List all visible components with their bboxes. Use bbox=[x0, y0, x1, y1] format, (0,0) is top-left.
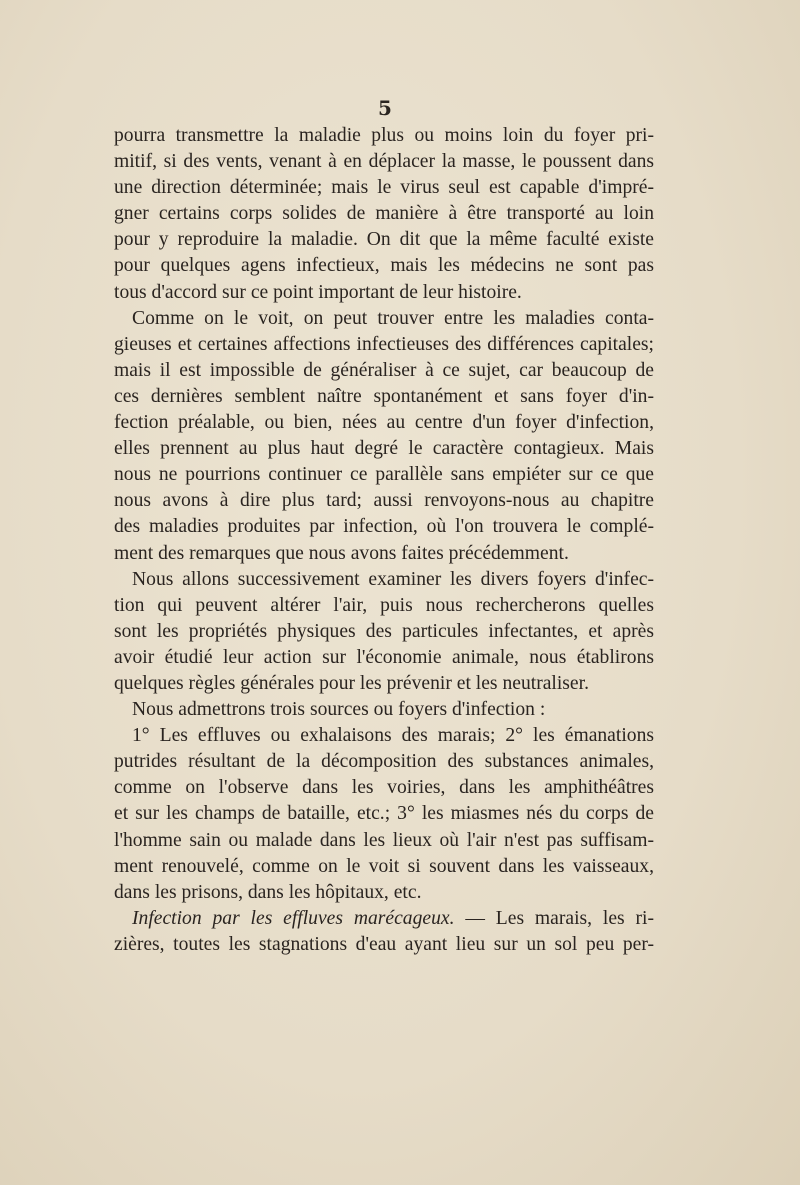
text-line: gieuses et certaines affections infectieuses des différences capitales; bbox=[114, 333, 654, 355]
text-line: elles prennent au plus haut degré le caractère contagieux. Mais bbox=[114, 438, 654, 460]
text-line: tous d'accord sur ce point important de leur histoire. bbox=[114, 281, 522, 303]
text-line: mitif, si des vents, venant à en déplacer la masse, le poussent dans bbox=[114, 151, 654, 173]
body-text bbox=[114, 123, 654, 958]
text-line: Nous admettrons trois sources ou foyers d'infection : bbox=[132, 699, 546, 721]
text-line: 1° Les effluves ou exhalaisons des marais; 2° les émanations bbox=[132, 725, 654, 747]
text-line: ment renouvelé, comme on le voit si souvent dans les vaisseaux, bbox=[114, 855, 654, 877]
text-line: pour y reproduire la maladie. On dit que la même faculté existe bbox=[114, 229, 654, 251]
text-line: ces dernières semblent naître spontanément et sans foyer d'in- bbox=[114, 385, 654, 407]
text-line: comme on l'observe dans les voiries, dans les amphithéâtres bbox=[114, 777, 654, 799]
text-line: l'homme sain ou malade dans les lieux où l'air n'est pas suffisam- bbox=[114, 829, 654, 851]
text-line: pour quelques agens infectieux, mais les médecins ne sont pas bbox=[114, 255, 654, 277]
text-line: et sur les champs de bataille, etc.; 3° les miasmes nés du corps de bbox=[114, 803, 654, 825]
section-heading-italic: Infection par les effluves marécageux. bbox=[132, 907, 455, 929]
text-line: ment des remarques que nous avons faites précédemment. bbox=[114, 542, 569, 564]
section-heading-rest: — Les marais, les ri- bbox=[454, 907, 654, 929]
text-line: dans les prisons, dans les hôpitaux, etc. bbox=[114, 881, 422, 903]
text-line: des maladies produites par infection, où l'on trouvera le complé- bbox=[114, 516, 654, 538]
text-line: tion qui peuvent altérer l'air, puis nous rechercherons quelles bbox=[114, 594, 654, 616]
text-line: pourra transmettre la maladie plus ou moins loin du foyer pri- bbox=[114, 125, 654, 146]
text-line: Comme on le voit, on peut trouver entre les maladies conta- bbox=[132, 307, 654, 329]
text-line: fection préalable, ou bien, nées au centre d'un foyer d'infection, bbox=[114, 412, 654, 434]
page-number: 5 bbox=[378, 96, 392, 120]
text-line: gner certains corps solides de manière à être transporté au loin bbox=[114, 203, 654, 225]
text-line: sont les propriétés physiques des particules infectantes, et après bbox=[114, 620, 654, 642]
final-text-line: zières, toutes les stagnations d'eau ayant lieu sur un sol peu per- bbox=[114, 933, 654, 955]
text-line: quelques règles générales pour les prévenir et les neutraliser. bbox=[114, 672, 589, 694]
text-line: nous ne pourrions continuer ce parallèle sans empiéter sur ce que bbox=[114, 464, 654, 486]
text-line: mais il est impossible de généraliser à ce sujet, car beaucoup de bbox=[114, 359, 654, 381]
text-lines bbox=[114, 123, 654, 906]
text-line: avoir étudié leur action sur l'économie animale, nous établirons bbox=[114, 646, 654, 668]
section-heading-line bbox=[114, 906, 654, 932]
text-line: Nous allons successivement examiner les divers foyers d'infec- bbox=[132, 568, 654, 590]
text-line: nous avons à dire plus tard; aussi renvoyons-nous au chapitre bbox=[114, 490, 654, 512]
text-line: une direction déterminée; mais le virus seul est capable d'impré- bbox=[114, 177, 654, 199]
text-line: putrides résultant de la décomposition des substances animales, bbox=[114, 751, 654, 773]
